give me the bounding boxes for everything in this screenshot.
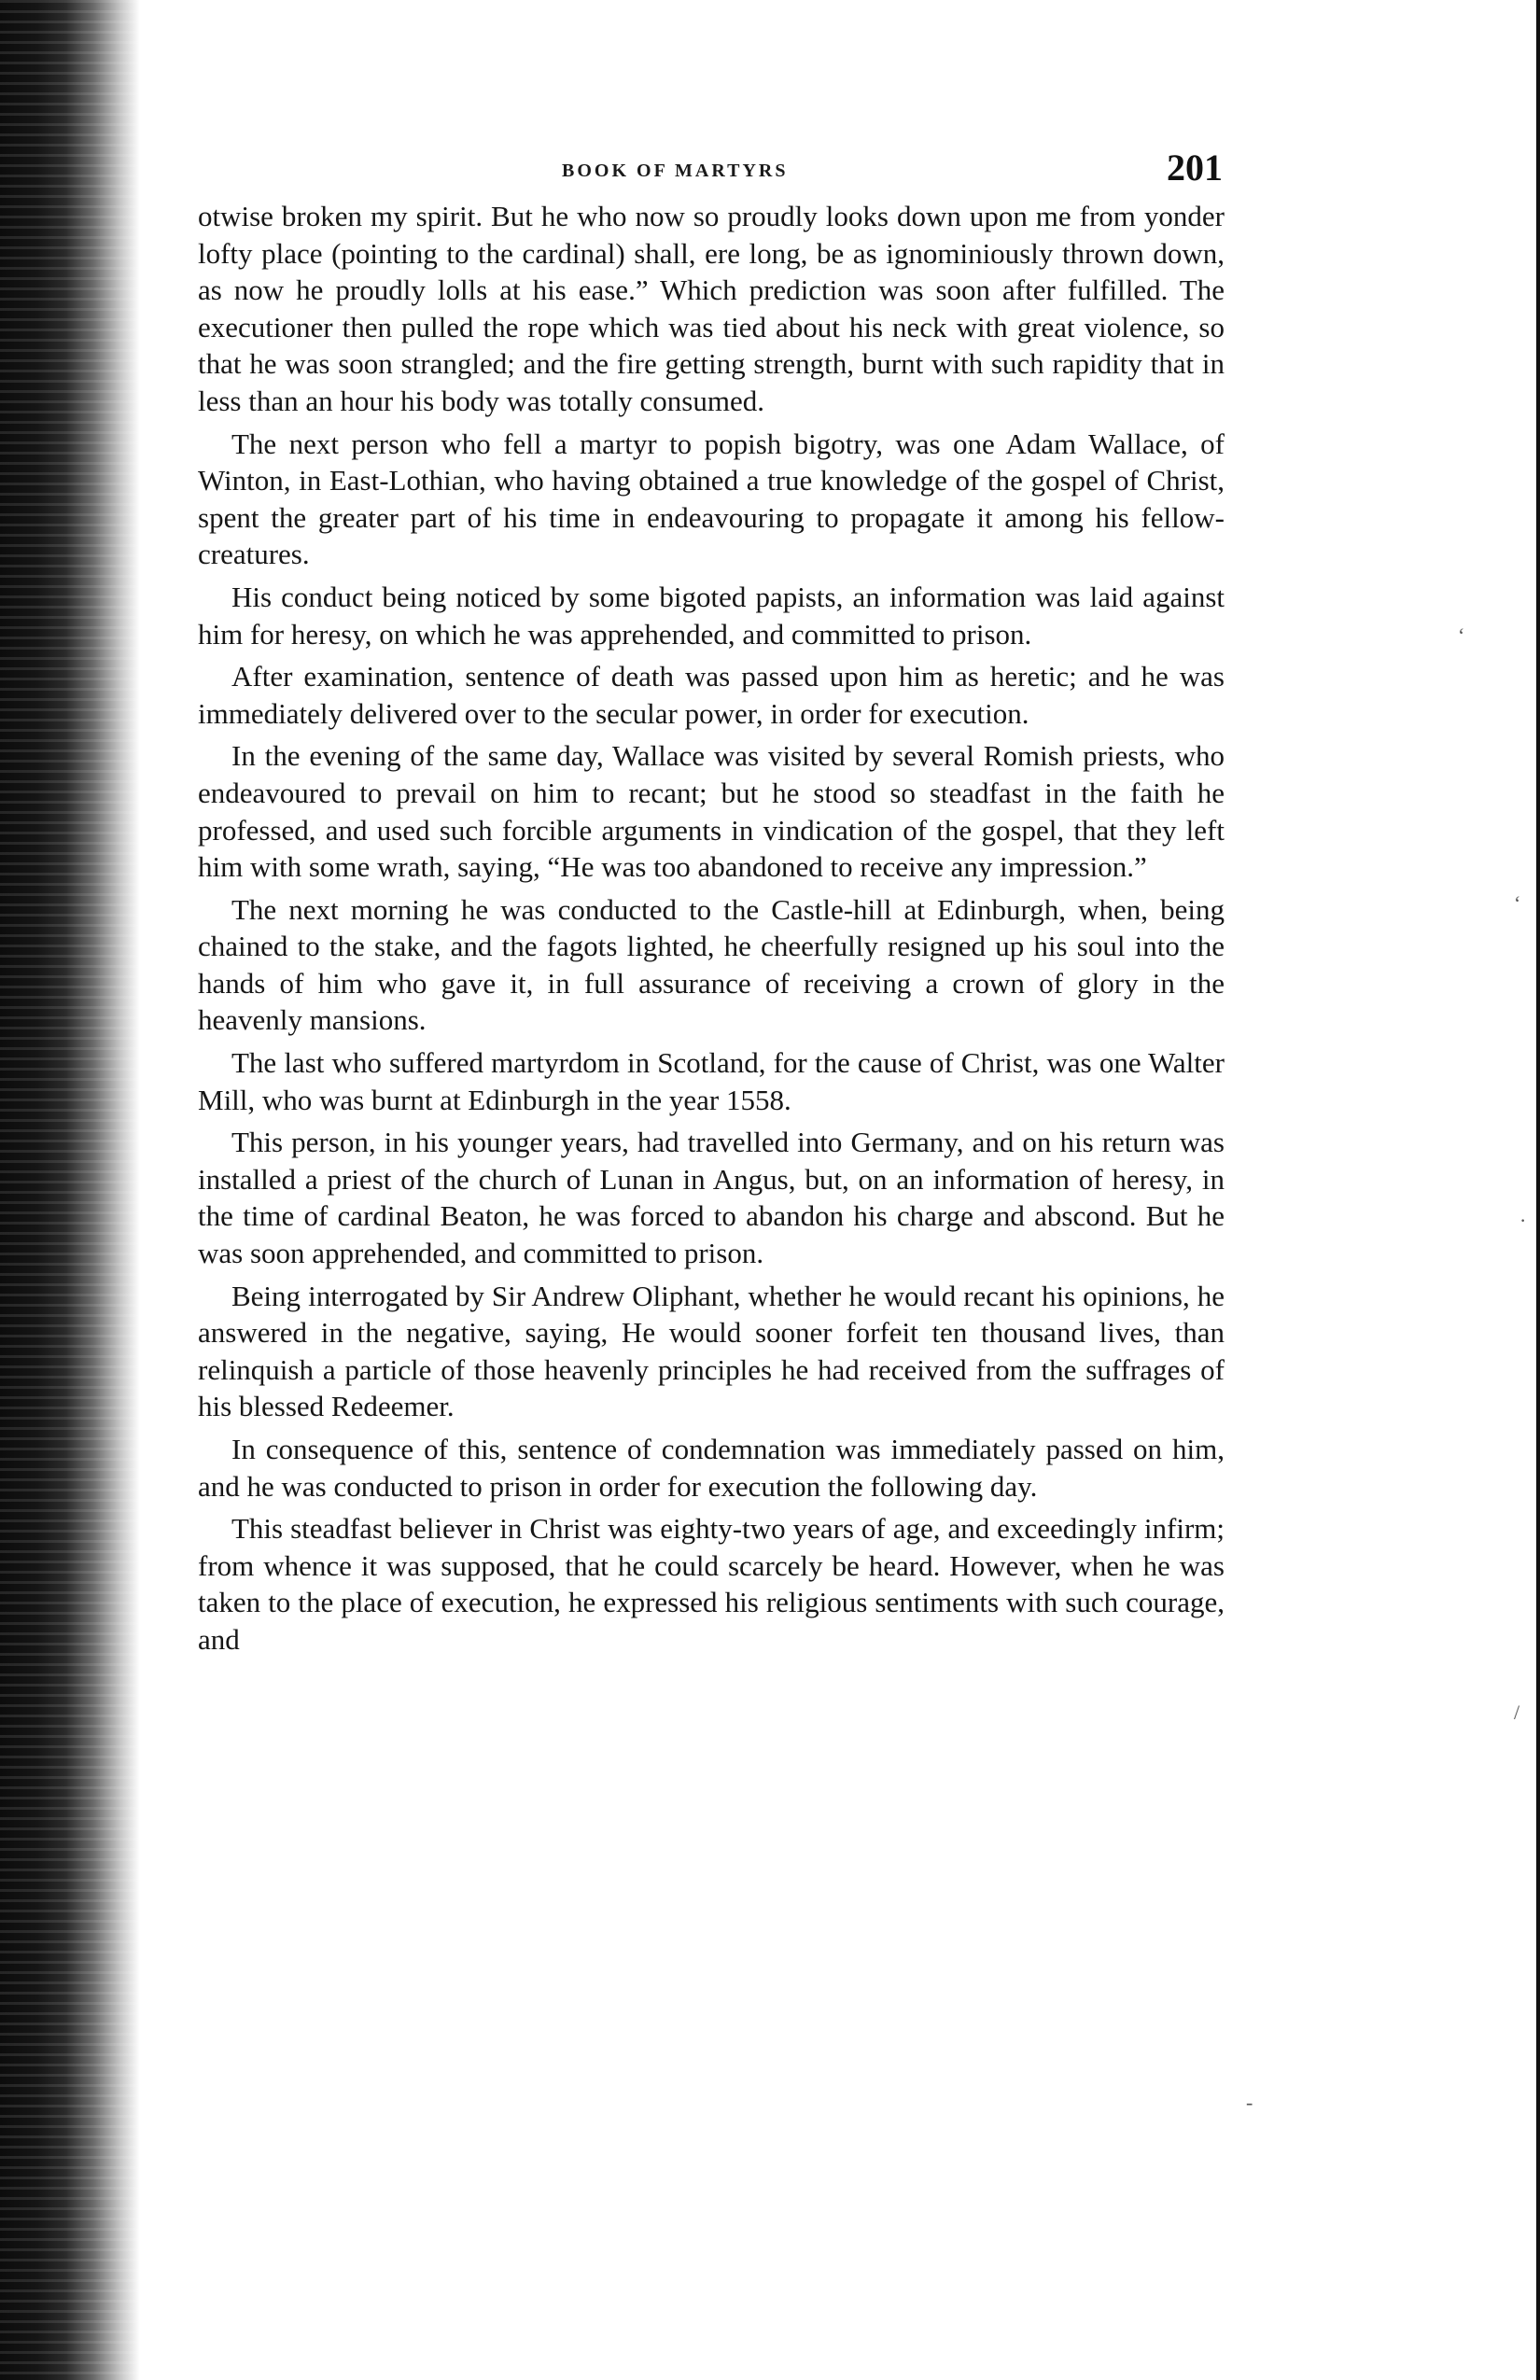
margin-mark: · bbox=[1519, 1209, 1527, 1232]
body-text bbox=[198, 198, 1225, 1664]
book-binding-edge bbox=[0, 0, 140, 2380]
margin-mark: / bbox=[1514, 1701, 1520, 1724]
margin-mark: - bbox=[1246, 2091, 1253, 2114]
page-number: 201 bbox=[1167, 147, 1223, 189]
margin-mark: ‘ bbox=[1458, 623, 1465, 647]
paragraph: In the evening of the same day, Wallace was visited by several Romish priests, who endeavoured to prevail on him to recant; but he stood so steadfast in the faith he professed, and used such forcible arguments in vindication of the gospel, that they left him with some wrath, saying, “He was too abandoned to receive any impression.” bbox=[198, 739, 1225, 884]
paragraph: The last who suffered martyrdom in Scotland, for the cause of Christ, was one Walter Mill, who was burnt at Edinburgh in the year 1558. bbox=[198, 1046, 1225, 1116]
paragraph: The next morning he was conducted to the Castle-hill at Edinburgh, when, being chained to the stake, and the fagots lighted, he cheerfully resigned up his soul into the hands of him who gave it, in full assurance of receiving a crown of glory in the heavenly mansions. bbox=[198, 892, 1225, 1037]
paragraph: Being interrogated by Sir Andrew Oliphant, whether he would recant his opinions, he answered in the negative, saying, He would sooner forfeit ten thousand lives, than relinquish a particle of those heavenly principles he had received from the suffrages of his blessed Redeemer. bbox=[198, 1279, 1225, 1423]
paragraph: otwise broken my spirit. But he who now so proudly looks down upon me from yonder lofty place (pointing to the cardinal) shall, ere long, be as ignominiously thrown down, as now he proudly lolls at his ease.” Which prediction was soon after fulfilled. The executioner then pulled the rope which was tied about his neck with great violence, so that he was soon strangled; and the fire getting strength, burnt with such rapidity that in less than an hour his body was totally consumed. bbox=[198, 200, 1225, 417]
running-head: BOOK OF MARTYRS bbox=[562, 161, 789, 181]
paragraph: The next person who fell a martyr to popish bigotry, was one Adam Wallace, of Winton, in East-Lothian, who having obtained a true knowledge of the gospel of Christ, spent the greater part of his time in endeavouring to propagate it among his fellow-creatures. bbox=[198, 427, 1225, 571]
margin-mark: ‘ bbox=[1514, 891, 1521, 915]
paragraph: After examination, sentence of death was passed upon him as heretic; and he was immediately delivered over to the secular power, in order for execution. bbox=[198, 660, 1225, 730]
page-header bbox=[198, 140, 1225, 205]
page-edge-right bbox=[1536, 0, 1540, 2380]
paragraph: This person, in his younger years, had travelled into Germany, and on his return was installed a priest of the church of Lunan in Angus, but, on an information of heresy, in the time of cardinal Beaton, he was forced to abandon his charge and abscond. But he was soon apprehended, and committed to prison. bbox=[198, 1126, 1225, 1270]
paragraph: This steadfast believer in Christ was eighty-two years of age, and exceedingly infirm; from whence it was supposed, that he could scarcely be heard. However, when he was taken to the place of execution, he expressed his religious sentiments with such courage, and bbox=[198, 1512, 1225, 1656]
paragraph: In consequence of this, sentence of condemnation was immediately passed on him, and he was conducted to prison in order for execution the following day. bbox=[198, 1433, 1225, 1503]
paragraph: His conduct being noticed by some bigoted papists, an information was laid against him for heresy, on which he was apprehended, and committed to prison. bbox=[198, 580, 1225, 651]
